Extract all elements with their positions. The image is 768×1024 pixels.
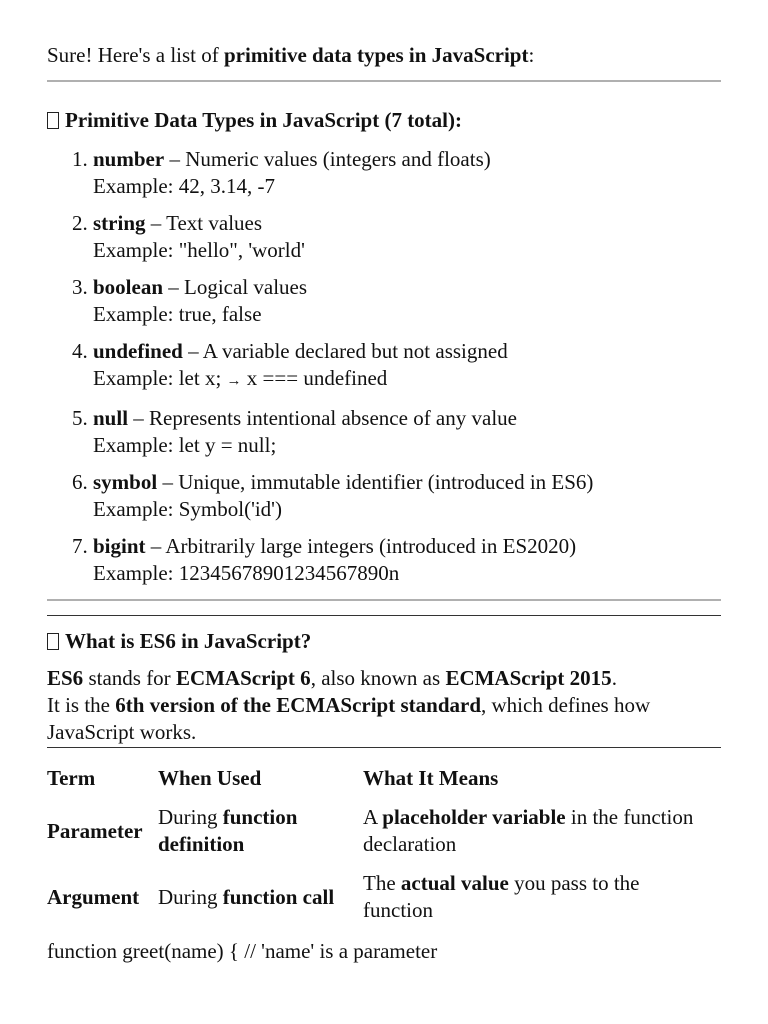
es6-text: It is the (47, 693, 116, 717)
type-name: symbol (93, 470, 158, 494)
cell-text: in the function declaration (363, 805, 694, 856)
type-desc: – Numeric values (integers and floats) (164, 147, 491, 171)
table-header: What It Means (363, 765, 499, 790)
type-example: Example: 12345678901234567890n (93, 561, 400, 585)
table-cell-term: Argument (47, 884, 140, 909)
es6-text: . (611, 666, 617, 690)
table-cell-when (158, 798, 363, 864)
type-example-post: x === undefined (241, 366, 388, 390)
types-list (47, 146, 721, 587)
intro-text (47, 42, 721, 72)
list-item-boolean (93, 274, 721, 328)
table-cell-meaning (363, 798, 718, 864)
intro-pre: Sure! Here's a list of (47, 43, 224, 67)
type-name: string (93, 211, 146, 235)
types-heading-text: Primitive Data Types in JavaScript (7 total): (65, 108, 463, 132)
table-header: Term (47, 765, 96, 790)
intro-bold: primitive data types in JavaScript (223, 43, 529, 67)
type-desc: – Represents intentional absence of any value (128, 406, 517, 430)
type-desc: – A variable declared but not assigned (182, 339, 508, 363)
list-item-undefined (93, 338, 721, 395)
type-example: Example: "hello", 'world' (93, 238, 305, 262)
es6-paragraph (47, 665, 721, 746)
cell-bold: actual value (400, 871, 509, 895)
table-row (47, 864, 718, 930)
cell-bold: placeholder variable (382, 805, 566, 829)
cell-text: you pass to the function (363, 871, 640, 922)
es6-bold: ES6 (47, 666, 84, 690)
type-name: number (93, 147, 165, 171)
table-header-row (47, 758, 718, 798)
type-desc: – Logical values (163, 275, 308, 299)
arrow-right-icon: → (226, 373, 242, 389)
list-item-number (93, 146, 721, 200)
table-cell-meaning (363, 864, 718, 930)
divider (47, 599, 721, 601)
type-desc: – Arbitrarily large integers (introduced in ES2020) (145, 534, 577, 558)
es6-heading (47, 628, 721, 655)
list-item-null (93, 405, 721, 459)
cell-text: The (363, 871, 401, 895)
cell-text: During (158, 805, 223, 829)
es6-heading-text: What is ES6 in JavaScript? (65, 629, 312, 653)
divider (47, 80, 721, 82)
list-item-symbol (93, 469, 721, 523)
cell-bold: function call (222, 884, 335, 909)
es6-bold: 6th version of the ECMAScript standard (115, 693, 481, 717)
es6-text: , also known as (310, 666, 446, 690)
divider (47, 615, 721, 616)
type-name: boolean (93, 275, 164, 299)
intro-post: : (528, 43, 535, 67)
type-example: Example: let y = null; (93, 433, 277, 457)
table-row (47, 798, 718, 864)
type-name: undefined (93, 339, 183, 363)
es6-bold: ECMAScript 2015 (445, 666, 612, 690)
list-item-string (93, 210, 721, 264)
type-example: Example: 42, 3.14, -7 (93, 174, 275, 198)
table-header: When Used (158, 765, 262, 790)
document (47, 0, 721, 965)
cell-text: A (363, 805, 383, 829)
types-heading (47, 107, 721, 134)
type-example-pre: Example: let x; (93, 366, 227, 390)
type-example: Example: true, false (93, 302, 262, 326)
type-desc: – Text values (145, 211, 263, 235)
es6-bold: ECMAScript 6 (175, 666, 311, 690)
box-glyph-icon (47, 112, 59, 129)
list-item-bigint (93, 533, 721, 587)
type-desc: – Unique, immutable identifier (introduced in ES6) (157, 470, 594, 494)
cell-text: During (158, 884, 223, 909)
terms-table (47, 758, 718, 930)
cell-bold: function definition (158, 805, 298, 856)
es6-text: , which defines how JavaScript works. (47, 693, 651, 744)
table-cell-when (158, 864, 363, 930)
type-example: Example: Symbol('id') (93, 497, 282, 521)
divider (47, 747, 721, 748)
type-name: bigint (93, 534, 146, 558)
es6-text: stands for (83, 666, 176, 690)
type-name: null (93, 406, 129, 430)
table-cell-term: Parameter (47, 818, 143, 843)
box-glyph-icon (47, 633, 59, 650)
code-line: function greet(name) { // 'name' is a parameter (47, 939, 438, 963)
